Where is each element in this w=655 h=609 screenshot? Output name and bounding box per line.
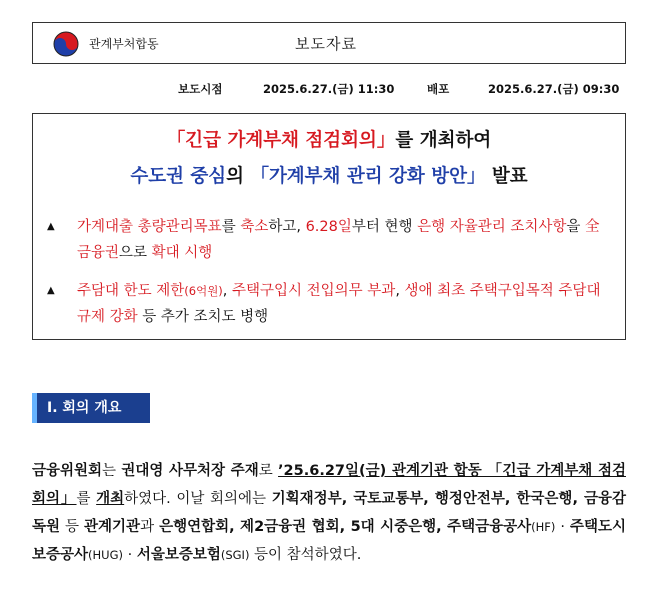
government-logo-icon — [53, 31, 79, 57]
body-paragraph: 금융위원회는 권대영 사무처장 주재로 ’25.6.27일(금) 관계기관 합동 「긴급 가계부채 점검회의」를 개최하였다. 이날 회의에는 기획재정부, 국토교통부, 행정안전부, 한국은행, 금융감독원 등 관계기관과 은행연합회, 제2금융권 협회, 5대 시중은행, 주택금융공사(HF) · 주택도시보증공사(HUG) · 서울보증보험(SGI) 등이 참석하였다. — [32, 463, 627, 563]
title-text-3: 발표 — [485, 166, 528, 187]
title-box — [32, 113, 626, 340]
triangle-bullet-icon: ▲ — [47, 221, 55, 232]
embargo-value: 2025.6.27.(금) 11:30 — [263, 82, 395, 96]
bullet-text-2: 주담대 한도 제한(6억원), 주택구입시 전입의무 부과, 생애 최초 주택구입목적 주담대 규제 강화 등 추가 조치도 병행 — [77, 283, 601, 325]
triangle-bullet-icon: ▲ — [47, 285, 55, 296]
org-name: 관계부처합동 — [89, 37, 159, 51]
title-highlight-2: 수도권 중심 — [130, 166, 227, 187]
title-line-1 — [33, 126, 625, 152]
title-text-2: 의 — [226, 166, 251, 187]
header-box — [32, 22, 626, 64]
bullet-text-1: 가계대출 총량관리목표를 축소하고, 6.28일부터 현행 은행 자율관리 조치사항을 全 금융권으로 확대 시행 — [77, 219, 600, 261]
title-highlight-3: 「가계부채 관리 강화 방안」 — [250, 166, 486, 187]
title-line-2 — [33, 162, 625, 188]
title-highlight-1: 「긴급 가계부채 점검회의」 — [166, 130, 396, 151]
section-heading: Ⅰ. 회의 개요 — [32, 393, 150, 423]
doc-type: 보도자료 — [295, 35, 357, 53]
dist-value: 2025.6.27.(금) 09:30 — [488, 82, 620, 96]
dist-label: 배포 — [427, 82, 450, 96]
title-text-1: 를 개최하여 — [395, 130, 492, 151]
embargo-label: 보도시점 — [178, 82, 223, 96]
